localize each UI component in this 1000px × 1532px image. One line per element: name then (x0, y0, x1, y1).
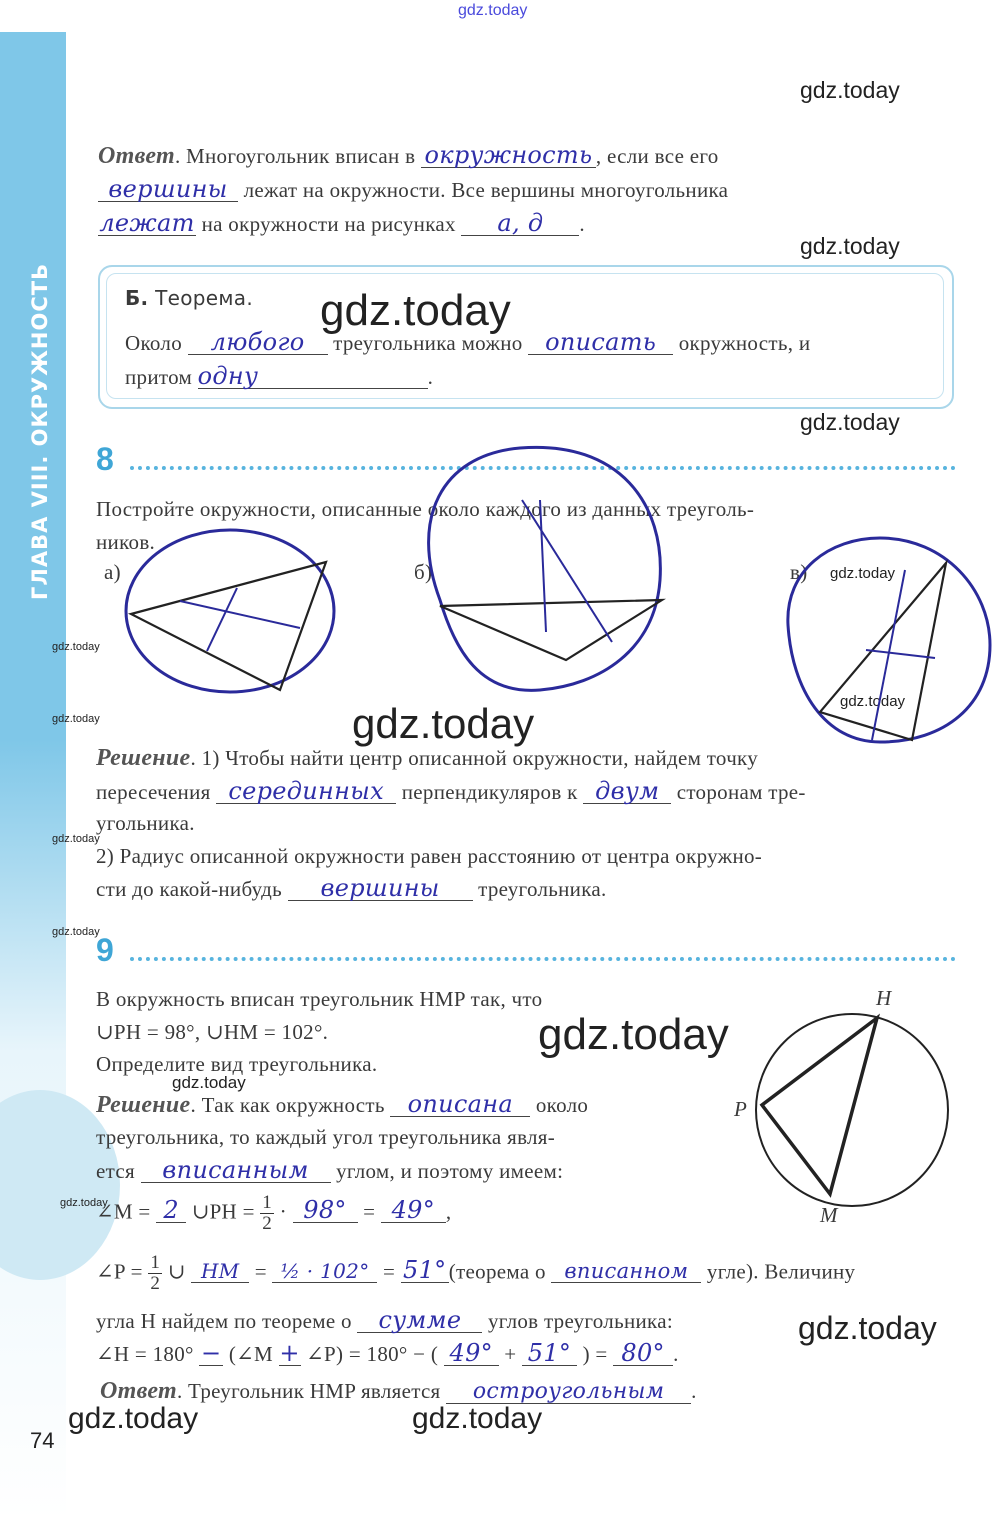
solution-line-2: пересечения серединных перпендикуляров к двум сторонам тре- (96, 777, 806, 805)
task-question: ∪PH = 98°, ∪HM = 102°. (96, 1020, 329, 1044)
watermark: gdz.today (458, 2, 528, 19)
handwritten-answer: серединных (228, 777, 384, 805)
handwritten-answer: − (201, 1339, 222, 1367)
vertex-label-m: M (820, 1203, 838, 1227)
handwritten-answer: вписанном (564, 1259, 689, 1284)
handwritten-answer: 49° (449, 1339, 493, 1367)
handwritten-answer: вписанным (162, 1156, 309, 1184)
handwritten-answer: одну (197, 362, 259, 390)
handwritten-answer: двум (595, 777, 660, 805)
watermark: gdz.today (800, 409, 900, 435)
handwritten-answer: остроугольным (472, 1379, 665, 1404)
watermark: gdz.today (538, 1010, 729, 1059)
task-number: 9 (96, 932, 114, 968)
watermark: gdz.today (320, 286, 511, 335)
handwritten-answer: + (279, 1339, 300, 1367)
watermark: gdz.today (798, 1310, 937, 1346)
equation-p: ∠P = $\frac{1}{2}$ ∪ HM = ½ · 102° = 51° (теорема о вписанном угле). Величину (96, 1252, 856, 1294)
handwritten-answer: 2 (163, 1196, 179, 1225)
solution-line-4: угла H найдем по теореме о сумме углов треугольника: (96, 1306, 673, 1334)
page-number: 74 (30, 1428, 55, 1453)
handwritten-answer: окружность (424, 141, 593, 169)
handwritten-answer: вершины (108, 175, 228, 203)
handwritten-answer: 51° (403, 1256, 447, 1285)
theorem-line-1: Около любого треугольника можно описать окружность, и (125, 328, 811, 356)
chapter-title: ГЛАВА VIII. ОКРУЖНОСТЬ (28, 262, 52, 600)
watermark: gdz.today (52, 713, 100, 725)
equation-m: ∠M = 2 ∪PH = $\frac{1}{2}$ · 98° = 49° , (96, 1192, 452, 1234)
handwritten-answer: лежат (99, 209, 195, 237)
task-number: 8 (96, 441, 114, 477)
watermark: gdz.today (412, 1402, 543, 1435)
handwritten-answer: любого (210, 328, 305, 356)
solution-line-2: треугольника, то каждый угол треугольника явля- (96, 1125, 556, 1149)
answer-line: Ответ. Треугольник HMP является остроугольным . (100, 1378, 697, 1404)
equation-h: ∠H = 180° − (∠M + ∠P) = 180° − ( 49° + 51° ) = 80° . (96, 1339, 679, 1367)
watermark: gdz.today (52, 926, 100, 938)
handwritten-answer: ½ · 102° (280, 1259, 370, 1284)
handwritten-answer: 51° (527, 1339, 572, 1367)
theorem-line-2: притом одну . (125, 362, 434, 390)
handwritten-answer: описать (545, 328, 657, 356)
solution-label: Решение (96, 745, 191, 771)
task-question: ников. (96, 530, 156, 554)
fraction-half: $\frac{1}{2}$ (262, 1192, 273, 1234)
handwritten-answer: HM (200, 1259, 240, 1284)
handwritten-answer: сумме (378, 1306, 462, 1334)
handwritten-answer: 49° (391, 1196, 436, 1225)
solution-line-3: ется вписанным углом, и поэтому имеем: (96, 1156, 564, 1184)
vertex-label-h: H (876, 986, 892, 1010)
task-question: В окружность вписан треугольник HMP так, что (96, 987, 543, 1011)
solution-line-4: 2) Радиус описанной окружности равен расстоянию от центра окружно- (96, 844, 763, 868)
watermark: gdz.today (352, 700, 535, 747)
handwritten-answer: 80° (621, 1339, 665, 1367)
answer-line-1: Ответ. Многоугольник вписан в окружность , если все его (98, 141, 719, 169)
task-question: Постройте окружности, описанные около каждого из данных треуголь- (96, 497, 755, 521)
solution-line-3: угольника. (96, 811, 195, 835)
handwritten-answer: описана (407, 1090, 513, 1118)
watermark: gdz.today (52, 833, 100, 845)
watermark: gdz.today (172, 1073, 246, 1092)
answer-line-3: лежат на окружности на рисунках а, д . (99, 209, 585, 237)
watermark: gdz.today (830, 565, 896, 582)
figure-label-a: а) (104, 560, 121, 584)
theorem-title: Б. Теорема. (125, 286, 253, 310)
solution-label: Решение (96, 1092, 191, 1118)
watermark: gdz.today (68, 1402, 199, 1435)
figure-label-b: б) (414, 560, 433, 584)
handwritten-answer: а, д (497, 209, 544, 237)
task-question: Определите вид треугольника. (96, 1052, 378, 1076)
watermark: gdz.today (800, 233, 900, 259)
solution-line-1: Решение. 1) Чтобы найти центр описанной окружности, найдем точку (96, 745, 759, 771)
answer-label: Ответ (100, 1378, 177, 1404)
figure-label-c: в) (790, 560, 808, 584)
handwritten-answer: вершины (320, 874, 440, 902)
watermark: gdz.today (800, 77, 900, 103)
watermark: gdz.today (52, 641, 100, 653)
answer-label: Ответ (98, 143, 175, 169)
watermark: gdz.today (60, 1197, 108, 1209)
handwritten-answer: 98° (303, 1196, 347, 1225)
answer-line-2: вершины лежат на окружности. Все вершины многоугольника (98, 177, 728, 203)
solution-line-5: сти до какой-нибудь вершины треугольника. (96, 874, 607, 902)
fraction-half: $\frac{1}{2}$ (150, 1252, 161, 1294)
vertex-label-p: P (734, 1097, 748, 1121)
watermark: gdz.today (840, 693, 906, 710)
solution-line-1: Решение. Так как окружность описана около (96, 1090, 589, 1118)
